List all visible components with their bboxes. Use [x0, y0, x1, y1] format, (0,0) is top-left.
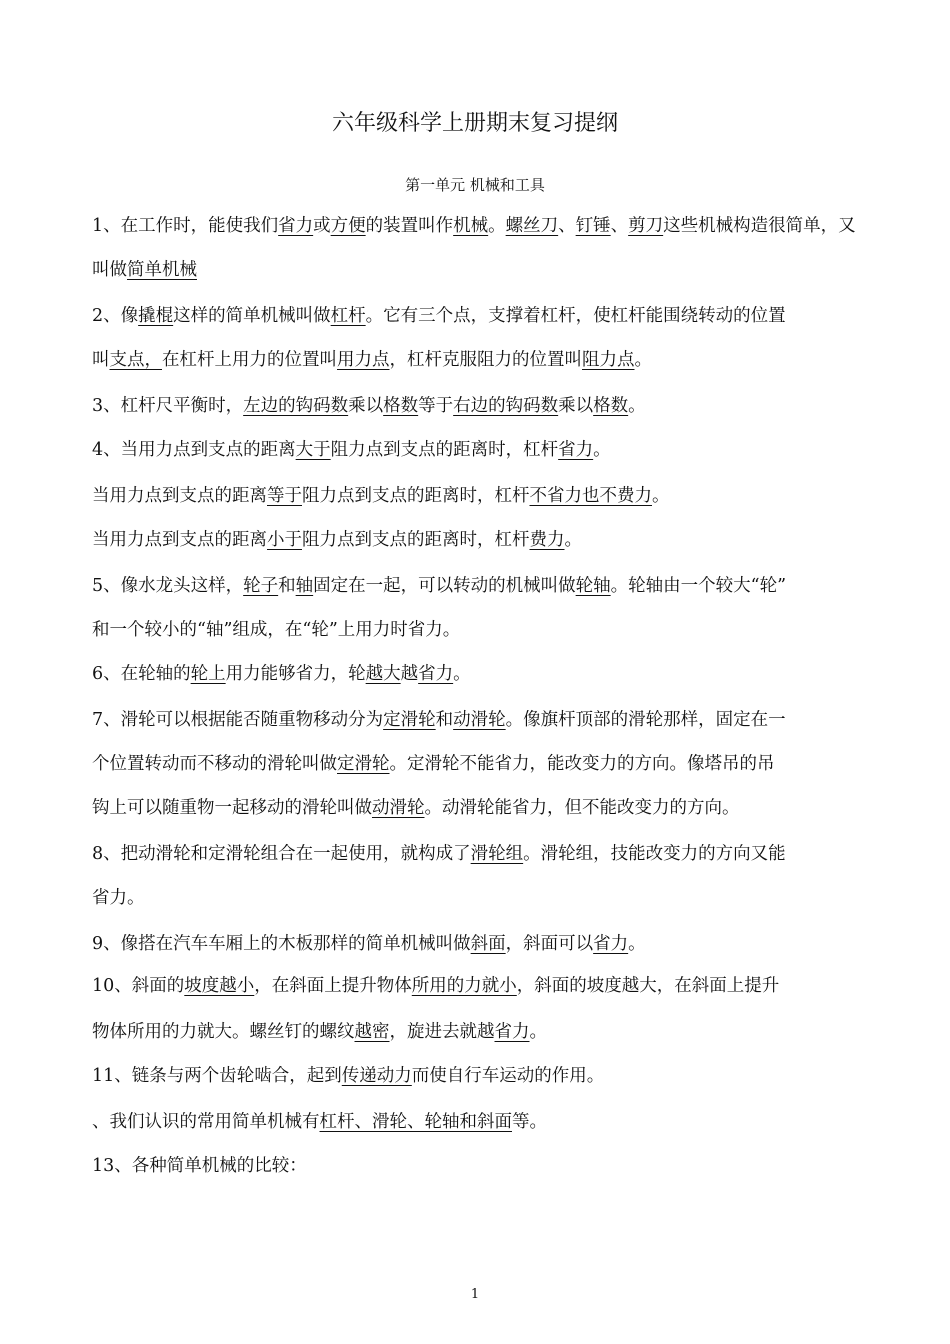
text-segment: 。: [488, 216, 506, 236]
text-segment: 。: [564, 530, 582, 550]
text-segment: 10、斜面的: [92, 976, 185, 996]
text-line: [92, 1108, 872, 1136]
text-segment: 4、当用力点到支点的距离: [92, 440, 296, 460]
underlined-answer: 大于: [295, 440, 331, 460]
underlined-answer: 定滑轮: [383, 710, 436, 730]
underlined-answer: 杠杆、滑轮、轮轴和斜面: [319, 1112, 512, 1132]
text-segment: ，在斜面上提升物体: [254, 976, 412, 996]
text-segment: 、我们认识的常用简单机械有: [92, 1112, 320, 1132]
underlined-answer: 格数: [383, 396, 419, 416]
text-segment: 9、像搭在汽车车厢上的木板那样的简单机械叫做: [92, 934, 471, 954]
underlined-answer: 省力: [418, 664, 454, 684]
underlined-answer: 机械: [453, 216, 489, 236]
text-segment: 叫: [92, 350, 110, 370]
text-segment: 。: [634, 350, 652, 370]
text-line: [92, 750, 872, 778]
text-line: [92, 660, 872, 688]
underlined-answer: 等于: [267, 486, 302, 506]
text-segment: 6、在轮轴的: [92, 664, 191, 684]
text-segment: 阻力点到支点的距离时，杠杆: [302, 486, 530, 506]
text-segment: 叫做: [92, 260, 127, 280]
text-line: [92, 212, 872, 240]
text-line: [92, 884, 872, 912]
text-segment: ，旋进去就越: [389, 1022, 495, 1042]
text-segment: ，斜面的坡度越大，在斜面上提升: [516, 976, 780, 996]
underlined-answer: 轮子: [243, 576, 279, 596]
underlined-answer: 螺丝刀: [505, 216, 559, 236]
text-segment: 这样的简单机械叫做: [173, 306, 331, 326]
text-segment: 。: [529, 1022, 547, 1042]
text-segment: 阻力点到支点的距离时，杠杆: [330, 440, 559, 460]
underlined-answer: 支点，: [109, 350, 162, 370]
underlined-answer: 传递动力: [341, 1066, 412, 1086]
text-segment: 而使自行车运动的作用。: [411, 1066, 605, 1086]
text-segment: 物体所用的力就大。螺丝钉的螺纹: [92, 1022, 355, 1042]
text-segment: 当用力点到支点的距离: [92, 530, 267, 550]
text-segment: 用力能够省力，轮: [225, 664, 366, 684]
text-segment: 钩上可以随重物一起移动的滑轮叫做: [92, 798, 372, 818]
text-segment: 的装置叫作: [365, 216, 454, 236]
underlined-answer: 阻力点: [582, 350, 635, 370]
underlined-answer: 费力: [529, 530, 565, 550]
underlined-answer: 斜面: [470, 934, 506, 954]
text-line: [92, 436, 872, 464]
underlined-answer: 省力: [558, 440, 594, 460]
text-line: [92, 616, 872, 644]
underlined-answer: 撬棍: [138, 306, 174, 326]
underlined-answer: 左边的钩码数: [243, 396, 349, 416]
underlined-answer: 动滑轮: [372, 798, 425, 818]
text-segment: 、: [610, 216, 629, 236]
text-line: [92, 346, 872, 374]
text-segment: 和: [435, 710, 454, 730]
underlined-answer: 用力点: [337, 350, 390, 370]
underlined-answer: 所用的力就小: [411, 976, 517, 996]
underlined-answer: 格数: [593, 396, 629, 416]
text-segment: 阻力点到支点的距离时，杠杆: [302, 530, 530, 550]
text-segment: 在杠杆上用力的位置叫: [162, 350, 337, 370]
text-line: [92, 526, 872, 554]
text-segment: ，杠杆克服阻力的位置叫: [389, 350, 582, 370]
underlined-answer: 简单机械: [127, 260, 197, 280]
text-segment: 。定滑轮不能省力，能改变力的方向。像塔吊的吊: [389, 754, 775, 774]
text-segment: 。轮轴由一个较大“轮”: [610, 576, 787, 596]
text-segment: 越: [400, 664, 419, 684]
text-segment: 8、把动滑轮和定滑轮组合在一起使用，就构成了: [92, 844, 471, 864]
underlined-answer: 轮上: [190, 664, 226, 684]
underlined-answer: 越密: [354, 1022, 390, 1042]
text-segment: 3、杠杆尺平衡时，: [92, 396, 244, 416]
underlined-answer: 坡度越小: [184, 976, 255, 996]
text-segment: 。: [628, 396, 646, 416]
underlined-answer: 剪刀: [628, 216, 664, 236]
text-segment: 个位置转动而不移动的滑轮叫做: [92, 754, 337, 774]
text-line: [92, 794, 872, 822]
text-segment: 。滑轮组，技能改变力的方向又能: [523, 844, 786, 864]
text-segment: 和一个较小的“轴”组成，在“轮”上用力时省力。: [92, 620, 461, 640]
text-segment: 乘以: [558, 396, 594, 416]
text-segment: 这些机械构造很简单，又: [663, 216, 856, 236]
text-line: [92, 1018, 872, 1046]
text-segment: ，斜面可以: [505, 934, 594, 954]
text-segment: 1、在工作时，能使我们: [92, 216, 279, 236]
underlined-answer: 省力: [494, 1022, 530, 1042]
text-line: [92, 1152, 872, 1180]
text-line: [92, 482, 872, 510]
text-segment: 。: [628, 934, 646, 954]
text-segment: 2、像: [92, 306, 139, 326]
underlined-answer: 动滑轮: [453, 710, 506, 730]
text-line: [92, 706, 872, 734]
underlined-answer: 右边的钩码数: [453, 396, 559, 416]
text-segment: 5、像水龙头这样，: [92, 576, 244, 596]
text-line: [92, 840, 872, 868]
text-line: [92, 392, 872, 420]
text-segment: 、: [558, 216, 576, 236]
text-segment: 7、滑轮可以根据能否随重物移动分为: [92, 710, 384, 730]
text-segment: 11、链条与两个齿轮啮合，起到: [92, 1066, 342, 1086]
underlined-answer: 小于: [267, 530, 302, 550]
text-segment: 。: [593, 440, 611, 460]
text-segment: 。动滑轮能省力，但不能改变力的方向。: [424, 798, 740, 818]
text-segment: 或: [313, 216, 331, 236]
underlined-answer: 不省力也不费力: [529, 486, 652, 506]
page-number: 1: [470, 1287, 480, 1302]
underlined-answer: 省力: [593, 934, 629, 954]
text-segment: 乘以: [348, 396, 384, 416]
unit-heading: 第一单元 机械和工具: [405, 176, 545, 194]
text-line: [92, 572, 872, 600]
text-line: [92, 256, 872, 284]
underlined-answer: 轴: [295, 576, 314, 596]
underlined-answer: 方便: [330, 216, 366, 236]
text-line: [92, 972, 872, 1000]
underlined-answer: 省力: [278, 216, 314, 236]
text-line: [92, 302, 872, 330]
document-title: 六年级科学上册期末复习提纲: [331, 111, 618, 136]
text-segment: 。像旗杆顶部的滑轮那样，固定在一: [505, 710, 786, 730]
text-line: [92, 1062, 872, 1090]
underlined-answer: 轮轴: [575, 576, 611, 596]
text-segment: 和: [278, 576, 296, 596]
underlined-answer: 定滑轮: [337, 754, 390, 774]
underlined-answer: 滑轮组: [470, 844, 524, 864]
text-segment: 。: [453, 664, 471, 684]
text-segment: 13、各种简单机械的比较：: [92, 1156, 307, 1176]
text-segment: 。: [652, 486, 670, 506]
text-segment: 。它有三个点，支撑着杠杆，使杠杆能围绕转动的位置: [365, 306, 786, 326]
text-line: [92, 930, 872, 958]
underlined-answer: 钉锤: [575, 216, 611, 236]
text-segment: 固定在一起，可以转动的机械叫做: [313, 576, 576, 596]
underlined-answer: 越大: [365, 664, 401, 684]
text-segment: 当用力点到支点的距离: [92, 486, 267, 506]
text-segment: 等于: [418, 396, 454, 416]
underlined-answer: 杠杆: [330, 306, 366, 326]
text-segment: 省力。: [92, 888, 145, 908]
text-segment: 等。: [512, 1112, 547, 1132]
